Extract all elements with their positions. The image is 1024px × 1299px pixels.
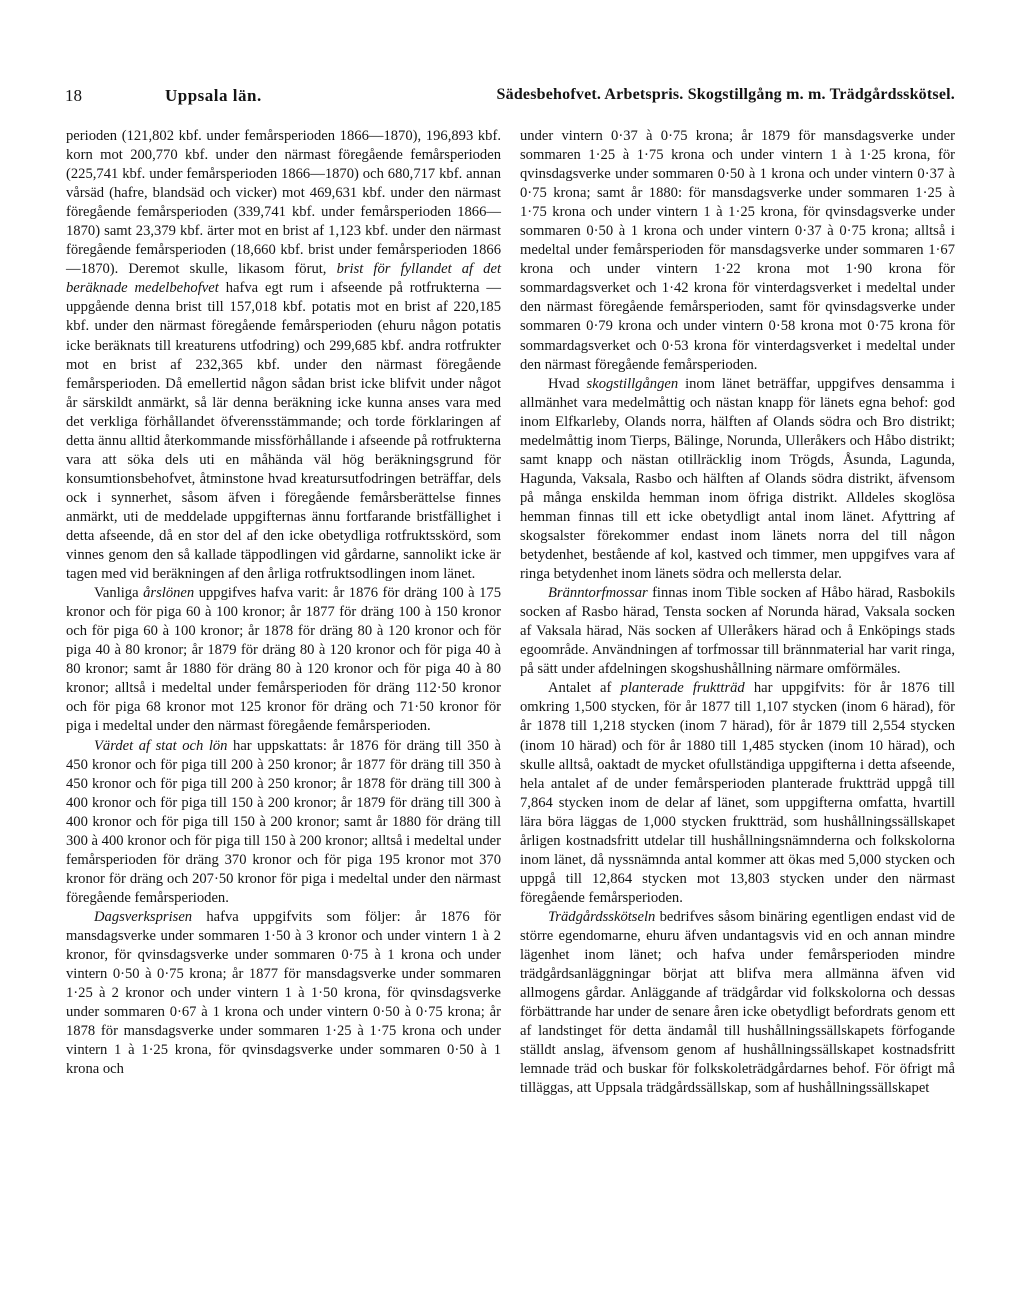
paragraph-lead: Hvad [548, 375, 580, 392]
paragraph-grain-balance [66, 127, 501, 584]
right-column [520, 127, 955, 1098]
paragraph-text: under vintern 0·37 à 0·75 krona; år 1879 för mansdagsverke under sommaren 1·25 à 1·75 krona och under vintern 1 à 1·25 krona, för qvinsdagsverke under sommaren 0·50 à 1 krona och under vintern 0·37 à 0·75 krona; samt år 1880: för mansdagsverke under sommaren 1·25 à 1·75 krona och under vintern 1 à 1·25 krona, för qvinsdagsverke under sommaren 0·50 à 1 krona och under vintern 0·37 à 0·75 krona; alltså i medeltal under femårsperioden för mansdagsverke under sommaren 1·67 krona och under vintern 1·22 krona mot 1·90 krona för sommardagsverket och 1·42 krona för vinterdagsverket i medeltal under den närmast föregående femårsperioden, samt för qvinsdagsverke under sommaren 0·79 krona och under vintern 0·58 krona mot 0·75 krona för sommardagsverket och 0·53 krona för vinterdagsverket i medeltal under den närmast föregående femårsperioden. [520, 128, 955, 373]
paragraph-text: bedrifves såsom binäring egentligen endast vid de större egendomarne, ehuru äfven undantagsvis vid en och annan mindre lägenhet inom länet; och hafva under femårsperioden mindre trädgårdsanläggningar börjat att blifva mera allmänna äfven vid allmogens gårdar. Anläggande af trädgårdar vid folkskolorna och dessas förbättrande har under de senare åren icke obetydligt befordrats genom ett af landstinget för detta ändamål till hushållningssällskapets förfogande ställdt anslag, äfvensom genom af hushållningssällskapet kostnadsfritt lemnade träd och buskar för folkskoleträdgårdarnes behof. För öfrigt må tilläggas, att Uppsala trädgårdssällskap, som af hushållningssällskapet [520, 908, 956, 1097]
paragraph-text: finnas inom Tible socken af Håbo härad, Rasbokils socken af Rasbo härad, Tensta socken af Norunda härad, Vaksala socken af Vaksala härad, Näs socken af Ulleråkers härad och å Enköpings stads egoområde. Användningen af torfmossar till brännmaterial har varit ringa, på sätt under afdelningen skogshushållning närmare omförmäles. [520, 585, 955, 678]
paragraph-forest-supply [520, 375, 955, 585]
paragraph-text: hafva egt rum i afseende på rotfrukterna — uppgående denna brist till 157,018 kbf. potatis mot en brist af 220,185 kbf. under den närmast föregående femårsperioden (ehuru någon potatis icke beräknats till kreaturens utfodring) och 299,685 kbf. andra rotfrukter mot en brist af 232,365 kbf. under den närmast föregående femårsperioden. Då emellertid någon sådan brist icke blifvit under något år särskildt anmärkt, så lär denna beräkning icke kunna anses vara med det verkliga förhållandet öfverensstämmande; och torde förklaringen af detta ännu alltid återkommande missförhållande i afseende på rotfrukterna vara att söka dels uti en måhända väl hög beräkningsgrund för konsumtionsbehofvet, åtminstone hvad kreatursutfodringen beträffar, dels ock i synnerhet, såsom äfven i föregående femårsberättelse finnes anmärkt, uti de meddelade uppgifternas ännu fortfarande bristfällighet i detta afseende, då en stor del af den icke obetydliga rotfruktsskörd, som vinnes genom den så kallade täppodlingen vid gårdarne, sannolikt icke är tagen med vid beräkningen af den årliga rotfruktsodlingen inom länet. [66, 280, 501, 583]
emphasis-text: brist för fyllandet af det beräknade medelbehofvet [66, 261, 501, 297]
emphasis-text: skogstillgången [586, 375, 679, 392]
running-topics: Sädesbehofvet. Arbetspris. Skogstillgång m. m. Trädgårdsskötsel. [496, 86, 955, 103]
paragraph-text: har uppskattats: år 1876 för dräng till 350 à 450 kronor och för piga till 200 à 250 kronor; år 1877 för dräng till 350 à 450 kronor och för piga till 200 à 250 kronor; år 1878 för dräng till 300 à 400 kronor och för piga till 150 à 200 kronor; år 1879 för dräng till 300 à 400 kronor och för piga till 150 à 200 kronor; samt år 1880 för dräng till 300 à 400 kronor och för piga till 150 à 200 kronor; alltså i medeltal under femårsperioden för dräng 370 kronor och för piga 195 kronor mot 370 kronor för dräng och 207·50 kronor för piga i medeltal under den närmast föregående femårsperioden. [66, 737, 501, 906]
paragraph-wage-value [66, 737, 501, 908]
paragraph-peat-bogs [520, 584, 955, 679]
paragraph-day-labour-continued [520, 127, 955, 375]
paragraph-text: inom länet beträffar, uppgifves densamma i allmänhet vara medelmåttig och nästan knapp för länets egna behof: god inom Elfkarleby, Olands norra, hälften af Olands södra och Bro distrikt; medelmåttig inom Tierps, Bälinge, Norunda, Ulleråkers och Håbo distrikt; samt knapp och nästan otillräcklig inom Trögds, Åsunda, Lagunda, Hagunda, Vaksala, Rasbo och hälften af Olands södra distrikt, äfvensom på många enskilda hemman inom öfriga distrikt. Alldeles skoglösa hemman finnas till ett icke obetydligt antal inom länet. Afyttring af skogsalster förekommer endast inom länets norra del till någon betydenhet, bestående af kol, kastved och timmer, men uppgifves vara af ringa betydenhet inom länets södra och mellersta delar. [520, 375, 955, 583]
emphasis-text: Trädgårdsskötseln [548, 908, 656, 925]
page-number: 18 [65, 86, 82, 105]
paragraph-annual-wages [66, 584, 501, 736]
page-header [65, 86, 955, 110]
emphasis-text: planterade fruktträd [620, 680, 745, 697]
emphasis-text: årslönen [143, 585, 195, 602]
running-title: Uppsala län. [165, 86, 262, 105]
emphasis-text: Dagsverksprisen [94, 908, 193, 925]
left-column [66, 127, 501, 1079]
paragraph-text: hafva uppgifvits som följer: år 1876 för mansdagsverke under sommaren 1·50 à 3 kronor och under vintern 1 à 2 kronor, för qvinsdagsverke under sommaren 0·75 à 1 krona och under vintern 0·50 à 0·75 krona; år 1877 för mansdagsverke under sommaren 1·25 à 2 kronor och under vintern 1 à 1·50 krona, för qvinsdagsverke under sommaren 0·67 à 1 krona och under vintern 0·50 à 0·75 krona; år 1878 för mansdagsverke under sommaren 1·25 à 1·75 krona och under vintern 1 à 1·25 krona, för qvinsdagsverke under sommaren 0·50 à 1 krona och [66, 908, 502, 1078]
paragraph-horticulture [520, 908, 955, 1098]
emphasis-text: Bränntorfmossar [548, 585, 648, 602]
paragraph-text: uppgifves hafva varit: år 1876 för dräng 100 à 175 kronor och för piga 60 à 100 kronor; år 1877 för dräng 100 à 150 kronor och för piga 60 à 100 kronor; år 1878 för dräng 80 à 120 kronor och för piga 40 à 80 kronor; år 1879 för dräng 80 à 120 kronor och för piga 40 à 80 kronor; samt år 1880 för dräng 80 à 120 kronor och för piga 40 à 80 kronor; alltså i medeltal under femårsperioden för dräng 112·50 kronor och för piga 68 kronor mot 125 kronor för dräng och 71·50 kronor för piga i medeltal under den närmast föregående femårsperioden. [66, 585, 501, 735]
paragraph-text: perioden (121,802 kbf. under femårsperioden 1866—1870), 196,893 kbf. korn mot 200,770 kbf. under den närmast föregående femårsperioden (225,741 kbf. under femårsperioden 1866—1870) och 680,717 kbf. annan vårsäd (hafre, blandsäd och vicker) mot 469,631 kbf. under den närmast föregående femårsperioden (339,741 kbf. under femårsperioden 1866—1870) samt 23,379 kbf. ärter mot en brist af 1,123 kbf. under den närmast föregående femårsperioden (18,660 kbf. brist under femårsperioden 1866—1870). Deremot skulle, likasom förut, [66, 128, 501, 278]
paragraph-day-labour-prices [66, 908, 501, 1079]
emphasis-text: Värdet af stat och lön [94, 737, 228, 754]
paragraph-lead: Vanliga [94, 585, 139, 602]
paragraph-fruit-trees [520, 679, 955, 908]
paragraph-lead: Antalet af [548, 680, 612, 697]
paragraph-text: har uppgifvits: för år 1876 till omkring 1,500 stycken, för år 1877 till 1,107 stycken (inom 6 härad), för år 1878 till 1,218 stycken (inom 7 härad), för år 1879 till 2,554 stycken (inom 10 härad) och för år 1880 till 1,485 stycken (inom 10 härad), och skulle alltså, oaktadt de mycket ofullständiga uppgifterna i detta afseende, hela antalet af de under femårsperioden planterade fruktträd uppgå till 7,864 stycken inom de delar af länet, som uppgifterna omfatta, hvartill lära böra läggas de 1,000 stycken fruktträd, som hushållningssällskapet årligen kostnadsfritt utdelar till hushållningsnämnderna och folkskolorna inom länet, då nyssnämnda antal kommer att ökas med 5,000 stycken och uppgå till 12,864 stycken mot 13,803 stycken under den närmast föregående femårsperioden. [520, 680, 955, 906]
